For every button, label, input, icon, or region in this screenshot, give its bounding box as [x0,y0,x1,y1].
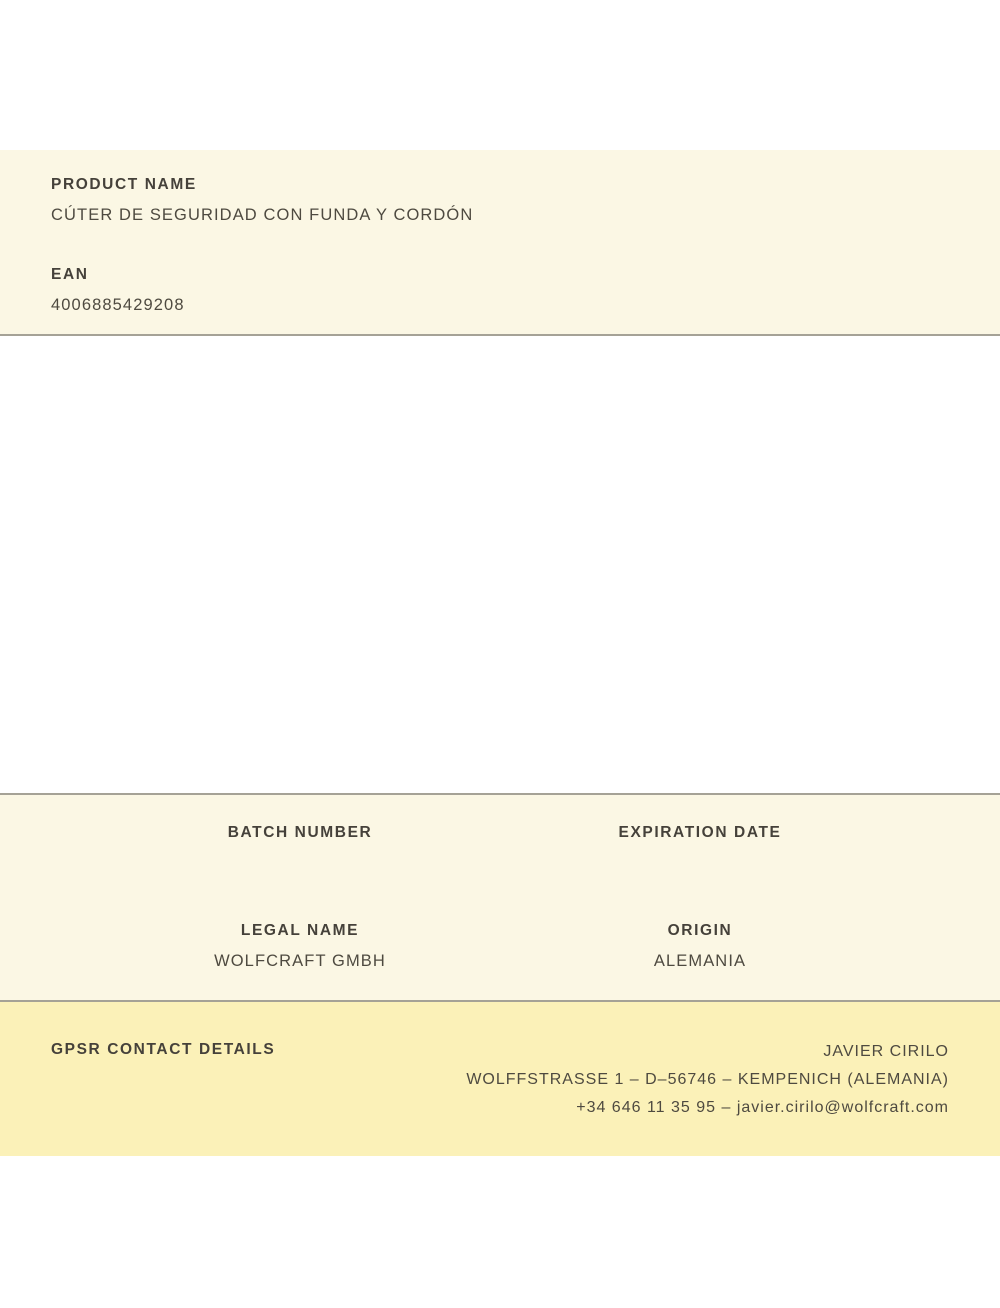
ean-field [51,264,949,316]
batch-number-label: BATCH NUMBER [227,824,373,841]
origin-label: ORIGIN [667,922,733,939]
top-whitespace [0,0,1000,150]
gpsr-contact-block [275,1038,949,1122]
gpsr-contact-address: WOLFFSTRASSE 1 – D–56746 – KEMPENICH (ALEMANIA) [466,1071,949,1088]
origin-value: ALEMANIA [653,952,747,970]
legal-name-field [100,920,500,972]
gpsr-contact-section [0,1002,1000,1156]
legal-origin-row [100,920,900,972]
legal-name-label: LEGAL NAME [240,922,360,939]
product-name-label: PRODUCT NAME [51,176,197,193]
origin-field [500,920,900,972]
middle-whitespace [0,336,1000,793]
expiration-date-field [500,822,900,852]
bottom-whitespace [0,1156,1000,1308]
legal-name-value: WOLFCRAFT GMBH [214,952,386,970]
gpsr-contact-phone-email: +34 646 11 35 95 – javier.cirilo@wolfcraft.com [576,1099,949,1116]
product-name-field [51,174,949,226]
product-details-section [0,793,1000,1002]
batch-number-field [100,822,500,852]
ean-value: 4006885429208 [51,296,185,314]
batch-expiration-row [100,822,900,852]
product-name-value: CÚTER DE SEGURIDAD CON FUNDA Y CORDÓN [51,206,474,224]
ean-label: EAN [51,266,89,283]
expiration-date-label: EXPIRATION DATE [618,824,782,841]
gpsr-contact-name: JAVIER CIRILO [823,1043,949,1060]
gpsr-contact-label: GPSR CONTACT DETAILS [51,1041,276,1058]
product-identity-section [0,150,1000,336]
